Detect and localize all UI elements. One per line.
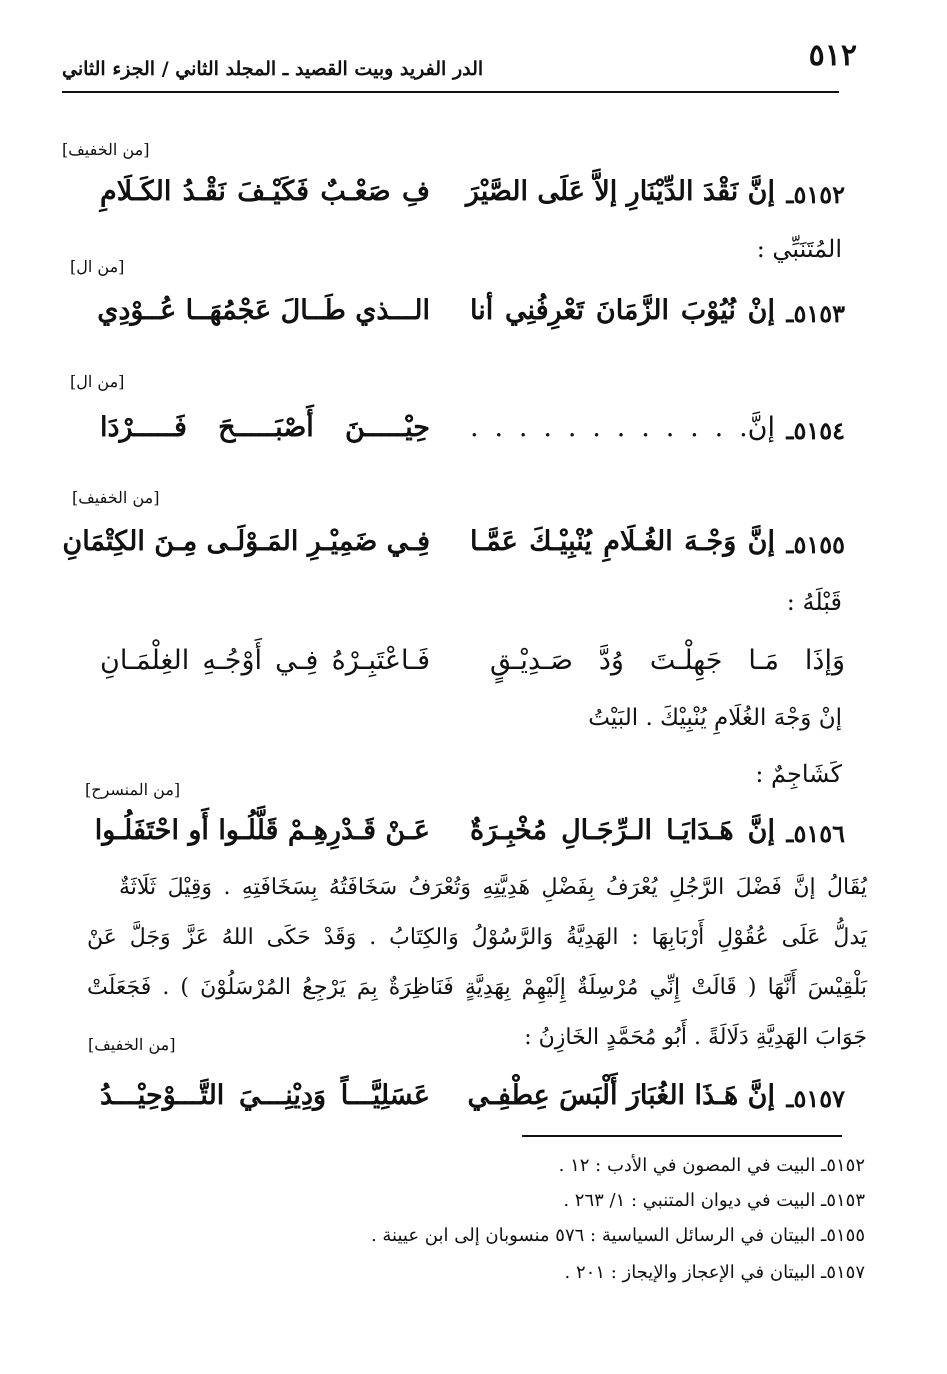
verse-5157 (100, 1080, 845, 1132)
verse-number: ٥١٥٤ـ (786, 416, 845, 445)
verse-hemistich-second: حِيْـــــنَ أَصْبَـــــحَ فَـــــرْدَا (100, 412, 430, 443)
verse-number: ٥١٥٢ـ (786, 180, 845, 209)
prose-line: يُقَالُ إنَّ فَضْلَ الرَّجُلِ يُعْرَفُ بِفَضْلِ هَدِيَّتِهِ وَتُعْرَفُ سَخَافَتُهُ بِسَخَافَتِهِ . وَقِيْلَ ثَلَاثَةٌ (119, 875, 867, 900)
prose-line: جَوَابَ الهَدِيَّةِ دَلَالَةً . أَبُو مُحَمَّدٍ الخَازِنُ : (524, 1025, 867, 1050)
verse-hemistich-second: فِ صَعْـبٌ فَكَيْـفَ نَقْـدُ الكَـلَامِ (100, 176, 430, 207)
verse-number: ٥١٥٧ـ (786, 1084, 845, 1113)
verse-continuation: إنْ وَجْهَ الغُلَامِ يُنْبِيْكَ . البَيْتُ (588, 705, 842, 731)
meter-label: [من المنسرح] (85, 780, 181, 799)
verse-number: ٥١٥٥ـ (786, 530, 845, 559)
verse-preceding (100, 645, 845, 697)
verse-hemistich-first: إنْ نُيُوْبَ الزَّمَانَ تَعْرِفُنِي أنا (470, 295, 775, 326)
verse-hemistich-first: إنَّ وَجْـهَ الغُـلَامِ يُنْبِيْـكَ عَمَّـا (470, 526, 775, 557)
verse-hemistich-first: إنَّ. . . . . . . . . . . . (470, 412, 775, 443)
verse-5156 (94, 815, 845, 867)
meter-label: [من ال] (70, 372, 125, 391)
verse-5152 (100, 176, 845, 228)
verse-hemistich-second: فَـاعْتَبِـرْهُ فِـي أَوْجُـهِ الغِلْمَـانِ (100, 645, 430, 676)
verse-hemistich-second: عَسَلِيَّـــاً وَدِيْنِـــيَ التَّـــوْحِيْـــدُ (100, 1080, 430, 1111)
meter-label: [من الخفيف] (62, 140, 150, 159)
footnote: ٥١٥٣ـ البيت في ديوان المتنبي : ١/ ٢٦٣ . (563, 1190, 865, 1211)
prose-line: يَدلُّ عَلَى عُقُوْلِ أَرْبَابِهَا : الهَدِيَّةُ وَالرَّسُوْلُ وَالكِتَابُ . وَقَدْ حَكَى اللهُ عَزَّ وَجَلَّ عَنْ (87, 925, 867, 950)
verse-5154 (100, 412, 845, 464)
meter-label: [من الخفيف] (72, 488, 160, 507)
verse-number: ٥١٥٦ـ (786, 819, 845, 848)
poet-attribution: كَشَاجِمٌ : (755, 760, 842, 788)
meter-label: [من ال] (70, 257, 125, 276)
page-number: ٥١٢ (808, 38, 857, 73)
verse-hemistich-first: وَإذَا مَـا جَهِلْـتَ وُدَّ صَـدِيْـقٍ (490, 645, 845, 676)
verse-hemistich-first: إنَّ هَـذَا الغُبَارَ أَلْبَسَ عِطْفِـي (467, 1080, 775, 1111)
verse-5153 (97, 295, 845, 347)
verse-hemistich-second: عَـنْ قَـدْرِهِـمْ قَلَّلُـوا أَو احْتَفَلُـوا (94, 815, 430, 846)
running-title: الدر الفريد وبيت القصيد ـ المجلد الثاني / الجزء الثاني (62, 58, 484, 80)
meter-label: [من الخفيف] (88, 1035, 176, 1054)
verse-hemistich-second: فِـي ضَمِيْـرِ المَـوْلَـى مِـنَ الكِتْمَانِ (62, 526, 430, 557)
header-rule (62, 91, 839, 93)
prose-line: بَلْقِيْسَ أَنَّهَا ( قَالَتْ إِنِّي مُرْسِلَةٌ إِلَيْهِمْ بِهَدِيَّةٍ فَنَاظِرَةٌ بِمَ يَرْجِعُ المُرْسَلُوْنَ ) . فَجَعَلَتْ (87, 975, 867, 1000)
footnote: ٥١٥٥ـ البيتان في الرسائل السياسية : ٥٧٦ منسوبان إلى ابن عيينة . (370, 1225, 865, 1246)
footnote-rule (522, 1135, 842, 1137)
verse-hemistich-first: إنَّ نَقْدَ الدِّيْنَارِ إلاَّ عَلَى الصَّيْرَ (465, 176, 775, 207)
poet-attribution: المُتَنَبِّي : (756, 235, 842, 263)
verse-hemistich-first: إنَّ هَـدَايَـا الـرِّجَـالِ مُخْبِـرَةٌ (470, 815, 775, 846)
footnote: ٥١٥٧ـ البيتان في الإعجاز والإيجاز : ٢٠١ . (564, 1262, 865, 1283)
verse-number: ٥١٥٣ـ (786, 299, 845, 328)
before-label: قَبْلَهُ : (786, 588, 842, 616)
verse-5155 (62, 526, 845, 578)
verse-hemistich-second: الـــذي طَــالَ عَجْمُهَــا عُــوْدِي (97, 295, 430, 326)
footnote: ٥١٥٢ـ البيت في المصون في الأدب : ١٢ . (558, 1155, 865, 1176)
